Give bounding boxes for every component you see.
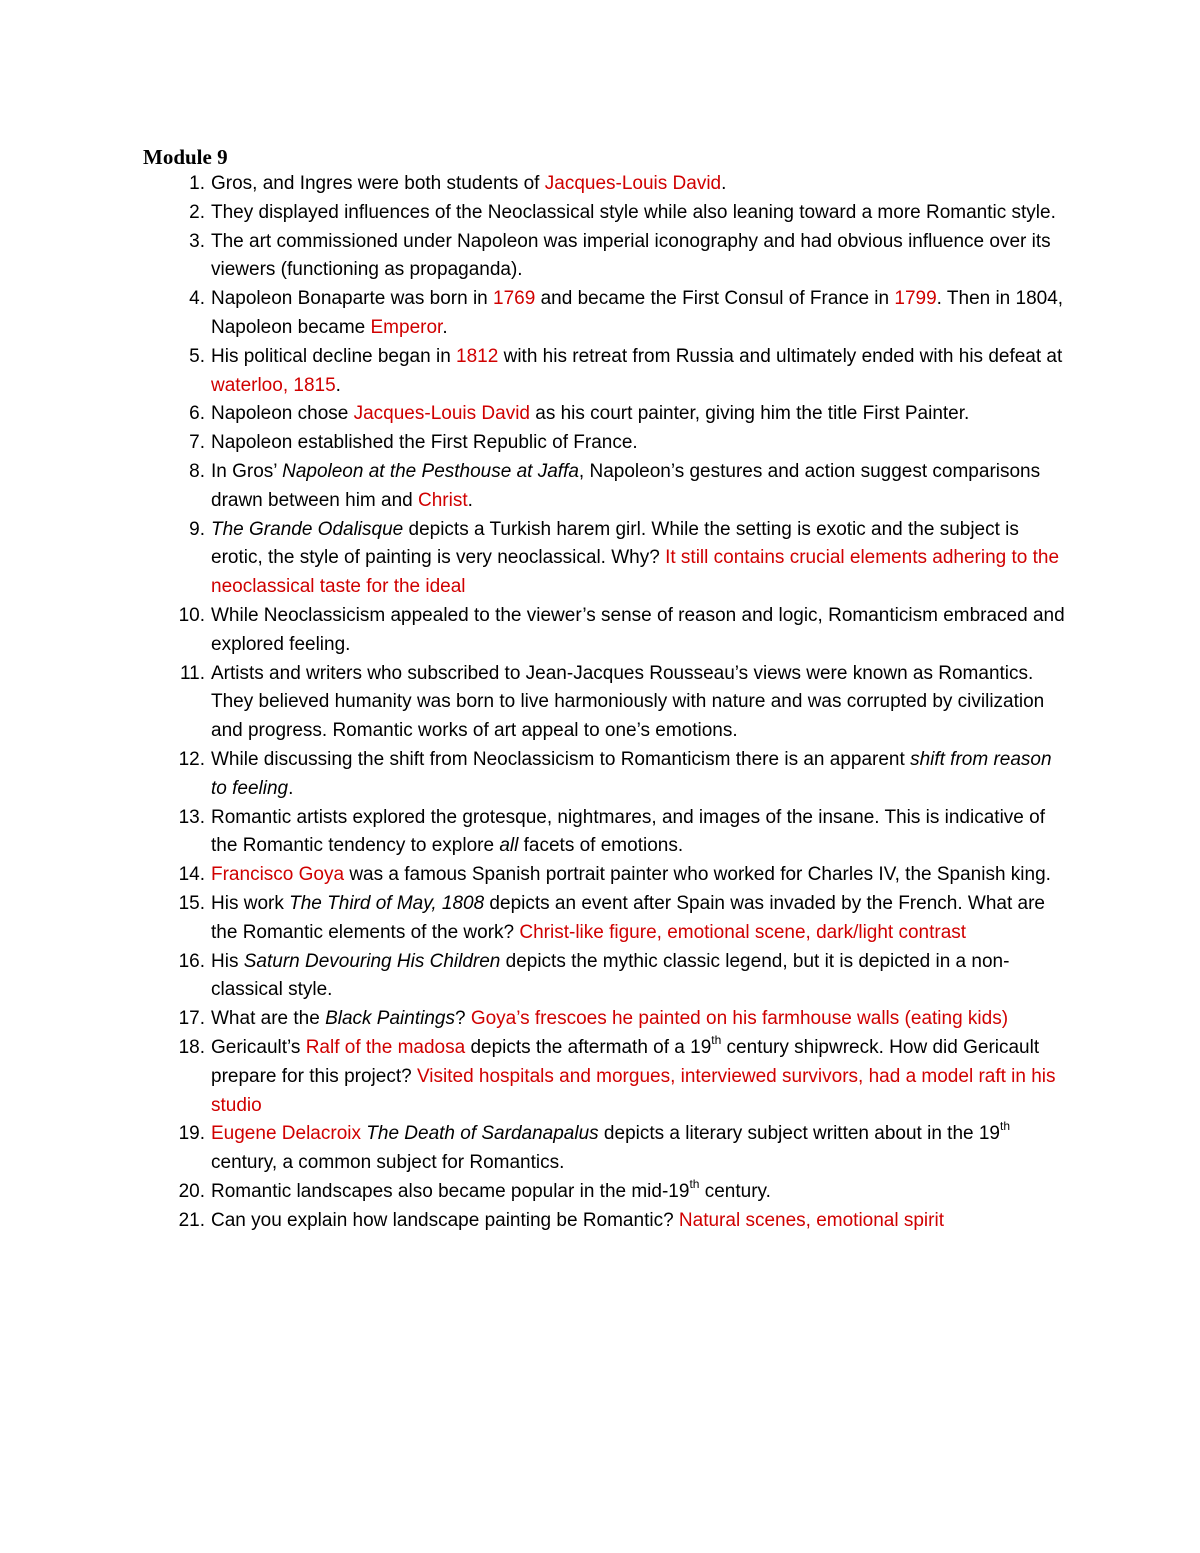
list-item-number: 10. [178,604,205,626]
list-item-number: 15. [178,892,205,914]
list-item-number: 9. [189,518,205,540]
list-item [178,602,1071,660]
item-text: as his court painter, giving him the title First Painter. [529,403,970,425]
artwork-title: The Death of Sardanapalus [366,1123,599,1145]
item-text: Gericault’s [211,1036,306,1058]
list-item [189,400,1071,429]
list-item [178,746,1071,804]
item-text: His work [211,892,290,914]
list-item [178,890,1071,948]
list-item-number: 13. [178,806,205,828]
ordinal-suffix: th [711,1032,722,1047]
item-text: . [288,777,294,799]
list-item [189,170,1071,199]
list-item [178,804,1071,862]
artwork-title: Napoleon at the Pesthouse at Jaffa [282,460,579,482]
item-text: Romantic landscapes also became popular in the mid-19 [211,1180,690,1202]
list-item-number: 16. [178,950,205,972]
item-text: depicts a literary subject written about in the 19 [598,1123,1000,1145]
answer-text: 1799 [894,288,937,310]
list-item [189,285,1071,343]
item-text: Gros, and Ingres were both students of [211,173,545,194]
answer-text: 1769 [493,288,536,310]
list-item [178,1207,1071,1236]
item-text: Artists and writers who subscribed to Jean-Jacques Rousseau’s views were known as Romantics. They believed humanity was born to live harmoniously with nature and was corrupted by civilization and progress. Romantic works of art appeal to one’s emotions. [211,662,1045,742]
item-text: While Neoclassicism appealed to the viewer’s sense of reason and logic, Romanticism embraced and explored feeling. [211,604,1065,655]
artwork-title: all [499,835,519,857]
numbered-list [178,170,1071,1235]
answer-text: Christ [418,489,468,511]
list-item-number: 2. [189,201,205,223]
item-text: . Then in 1804, Napoleon became [211,288,1064,338]
list-item [178,948,1071,1006]
artwork-title: The Third of May, 1808 [289,892,485,914]
item-text: was a famous Spanish portrait painter who worked for Charles IV, the Spanish king. [344,864,1051,886]
answer-text: Ralf of the madosa [305,1036,466,1058]
item-text: century, a common subject for Romantics. [211,1152,565,1174]
list-item [189,343,1071,401]
item-text: The art commissioned under Napoleon was imperial iconography and had obvious influence over its viewers (functioning as propaganda). [211,230,1051,281]
answer-text: Christ-like figure, emotional scene, dark/light contrast [519,921,967,943]
list-item-number: 7. [189,432,205,454]
item-text: facets of emotions. [518,835,684,857]
item-text: . [442,316,448,338]
artwork-title: Saturn Devouring His Children [243,950,501,972]
list-item-number: 14. [178,864,205,886]
artwork-title: Black Paintings [325,1008,455,1030]
list-item [189,228,1071,286]
list-item [189,199,1071,228]
answer-text: waterloo, 1815 [211,374,336,396]
document-title: Module 9 [143,145,228,169]
list-item [178,1176,1071,1207]
item-text: Romantic artists explored the grotesque, nightmares, and images of the insane. This is indicative of the Romantic tendency to explore [211,806,1045,857]
item-text: Napoleon chose [211,403,354,425]
item-text: ? [454,1008,471,1030]
list-item [178,1032,1071,1120]
list-item-number: 8. [189,460,205,482]
list-item-number: 18. [178,1036,205,1058]
answer-text: Natural scenes, emotional spirit [678,1209,944,1231]
list-item [178,861,1071,890]
list-item-number: 1. [189,173,205,194]
list-item-number: 3. [189,230,205,252]
answer-text: Goya’s frescoes he painted on his farmhouse walls (eating kids) [470,1008,1009,1030]
item-text: Can you explain how landscape painting be Romantic? [211,1209,679,1231]
item-text: depicts an event after Spain was invaded by the French. What are the Romantic elements of the work? [211,892,1045,943]
artwork-title: shift from reason to feeling [211,748,1052,799]
answer-text: It still contains crucial elements adhering to the neoclassical taste for the ideal [211,547,1060,598]
item-text: century shipwreck. How did Gericault prepare for this project? [211,1036,1040,1087]
list-item-number: 17. [178,1008,205,1030]
list-item [178,1005,1071,1034]
artwork-title: The Grande Odalisque [211,518,404,540]
item-text: century. [699,1180,771,1202]
item-text: depicts the mythic classic legend, but it is depicted in a non-classical style. [211,950,1010,1001]
list-item-number: 21. [178,1209,205,1231]
item-text: with his retreat from Russia and ultimately ended with his defeat at [498,345,1063,367]
item-text: Napoleon established the First Republic of France. [211,432,638,454]
list-item-number: 19. [178,1123,205,1145]
answer-text: Emperor [370,316,443,338]
list-item-number: 5. [189,345,205,367]
item-text: . [721,173,727,194]
item-text: His political decline began in [211,345,457,367]
answer-text: Francisco Goya [211,864,345,886]
list-item-number: 11. [179,662,205,684]
list-item [189,516,1071,602]
list-item [179,660,1071,746]
item-text: Napoleon Bonaparte was born in [211,288,494,310]
list-item [189,429,1071,458]
item-text: They displayed influences of the Neoclassical style while also leaning toward a more Romantic style. [211,201,1056,223]
list-item [178,1118,1071,1178]
list-item-number: 20. [178,1180,205,1202]
answer-text: Jacques-Louis David [353,403,530,425]
item-text: What are the [211,1008,326,1030]
list-item-number: 4. [189,288,205,310]
item-text: and became the First Consul of France in [535,288,895,310]
answer-text: Jacques-Louis David [544,173,722,194]
item-text: . [335,374,341,396]
ordinal-suffix: th [689,1176,700,1191]
item-text: While discussing the shift from Neoclassicism to Romanticism there is an apparent [211,748,911,770]
item-text: . [467,489,473,511]
ordinal-suffix: th [1000,1118,1011,1133]
item-text: In Gros’ [211,460,283,482]
answer-text: 1812 [456,345,499,367]
list-item-number: 12. [178,748,205,770]
item-text: depicts the aftermath of a 19 [465,1036,712,1058]
list-item-number: 6. [189,403,205,425]
answer-text: Visited hospitals and morgues, interviewed survivors, had a model raft in his studio [211,1065,1056,1116]
item-text: His [211,950,244,972]
item-text: depicts a Turkish harem girl. While the setting is exotic and the subject is erotic, the style of painting is very neoclassical. Why? [211,518,1019,569]
list-item [189,458,1071,516]
item-text: , Napoleon’s gestures and action suggest comparisons drawn between him and [211,460,1041,511]
answer-text: Eugene Delacroix [211,1123,361,1145]
